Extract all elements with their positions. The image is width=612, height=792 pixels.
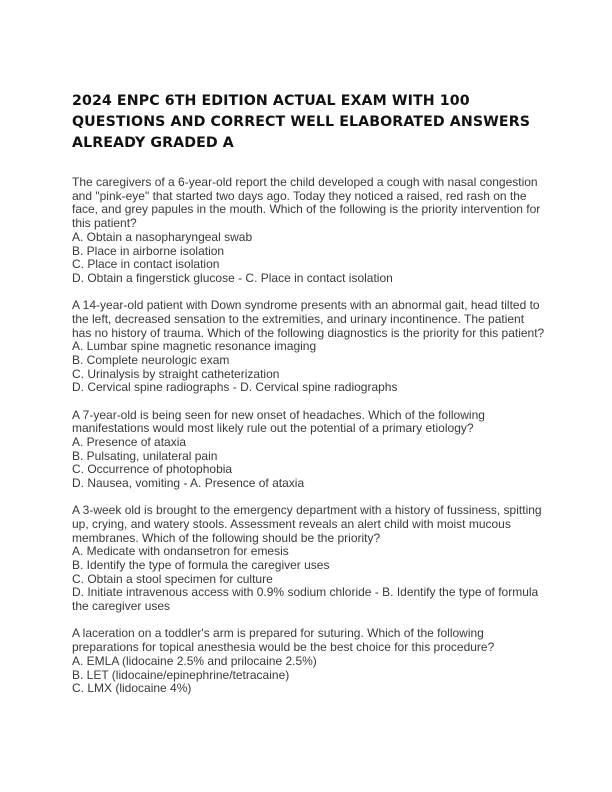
- answer-option: B. LET (lidocaine/epinephrine/tetracaine): [72, 667, 290, 682]
- answer-option: A. Lumbar spine magnetic resonance imaging: [72, 339, 317, 354]
- question-block: [72, 504, 546, 614]
- answer-option: D. Nausea, vomiting - A. Presence of ataxia: [72, 476, 305, 491]
- answer-option: C. Place in contact isolation: [72, 257, 220, 272]
- answer-option: B. Complete neurologic exam: [72, 352, 230, 367]
- answer-option: B. Identify the type of formula the caregiver uses: [72, 558, 330, 573]
- question-block: [72, 176, 546, 286]
- answer-option: D. Cervical spine radiographs - D. Cervical spine radiographs: [72, 380, 398, 395]
- question-list: [72, 176, 546, 709]
- answer-option: B. Pulsating, unilateral pain: [72, 448, 218, 463]
- answer-option: D. Obtain a fingerstick glucose - C. Place in contact isolation: [72, 270, 393, 285]
- answer-option: C. Urinalysis by straight catheterization: [72, 366, 280, 381]
- answer-option: A. EMLA (lidocaine 2.5% and prilocaine 2.5%): [72, 653, 317, 668]
- question-stem: A 7-year-old is being seen for new onset of headaches. Which of the following manifestations would most likely rule out the potential of a primary etiology?: [72, 407, 485, 436]
- document-title: 2024 ENPC 6TH EDITION ACTUAL EXAM WITH 100 QUESTIONS AND CORRECT WELL ELABORATED ANSWERS ALREADY GRADED A: [72, 93, 531, 151]
- question-stem: The caregivers of a 6-year-old report the child developed a cough with nasal congestion and "pink-eye" that started two days ago. Today they noticed a raised, red rash on the face, and grey papules in the mouth. Which of the following is the priority intervention for this patient?: [72, 175, 541, 231]
- question-block: [72, 409, 546, 491]
- answer-option: A. Medicate with ondansetron for emesis: [72, 544, 289, 559]
- question-stem: A 14-year-old patient with Down syndrome presents with an abnormal gait, head tilted to the left, decreased sensation to the extremities, and urinary incontinence. The patient has no history of trauma. Which of the following diagnostics is the priority for this patient?: [72, 298, 545, 340]
- question-block: [72, 627, 546, 696]
- question-stem: A 3-week old is brought to the emergency department with a history of fussiness, spitting up, crying, and watery stools. Assessment reveals an alert child with moist mucous membranes. Which of the following should be the priority?: [72, 503, 542, 545]
- answer-option: A. Obtain a nasopharyngeal swab: [72, 229, 253, 244]
- answer-option: C. LMX (lidocaine 4%): [72, 681, 192, 696]
- answer-option: C. Occurrence of photophobia: [72, 462, 233, 477]
- answer-option: D. Initiate intravenous access with 0.9% sodium chloride - B. Identify the type of formula the caregiver uses: [72, 585, 539, 614]
- question-block: [72, 299, 546, 395]
- question-stem: A laceration on a toddler's arm is prepared for suturing. Which of the following preparations for topical anesthesia would be the best choice for this procedure?: [72, 626, 495, 655]
- answer-option: B. Place in airborne isolation: [72, 243, 225, 258]
- answer-option: C. Obtain a stool specimen for culture: [72, 571, 273, 586]
- answer-option: A. Presence of ataxia: [72, 434, 187, 449]
